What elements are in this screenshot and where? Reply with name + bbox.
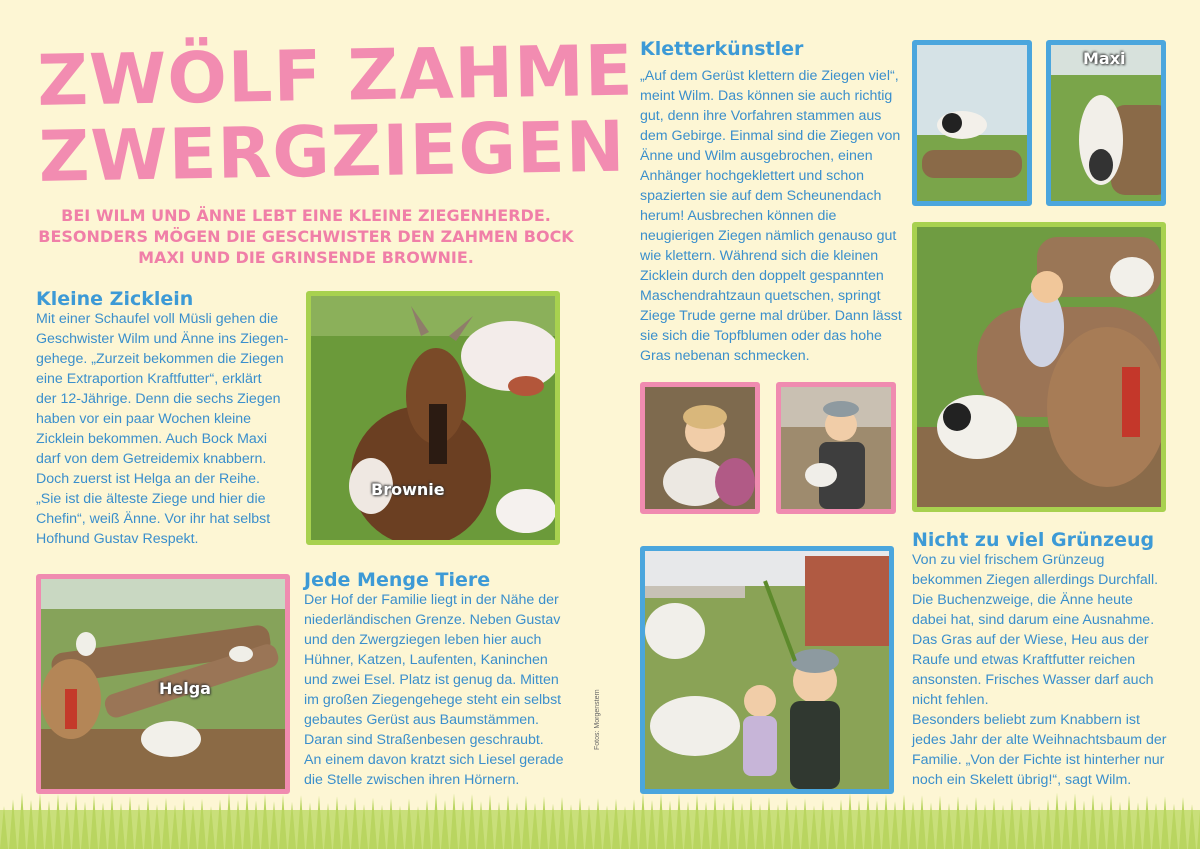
text-line: Maschendrahtzaun quetschen, springt	[640, 288, 881, 304]
text-line: jedes Jahr der alte Weihnachtsbaum der	[912, 732, 1167, 748]
text-line: gebautes Gerüst aus Baumstämmen.	[304, 712, 540, 728]
text-line: Ziege Trude gerne mal drüber. Dann lässt	[640, 308, 902, 324]
text-line: dem Gebirge. Einmal sind die Ziegen von	[640, 128, 901, 144]
photo-brownie-illustration	[311, 296, 555, 540]
text-line: bekommen Ziegen allerdings Durchfall.	[912, 572, 1159, 588]
intro-text: BEI WILM UND ÄNNE LEBT EINE KLEINE ZIEGENHERDE. BESONDERS MÖGEN DIE GESCHWISTER DEN ZAHMEN BOCK MAXI UND DIE GRINSENDE BROWNIE.	[38, 206, 574, 267]
text-line: gehege. „Zurzeit bekommen die Ziegen	[36, 351, 284, 367]
text-line: Zicklein bekommen. Auch Bock Maxi	[36, 431, 268, 447]
text-line: nicht fehlen.	[912, 692, 989, 708]
text-line: An einem davon kratzt sich Liesel gerade	[304, 752, 564, 768]
text-line: darf von dem Getreidemix knabbern.	[36, 451, 267, 467]
heading-kleine-zicklein: Kleine Zicklein	[36, 288, 194, 310]
page-title	[36, 29, 635, 198]
text-line: Von zu viel frischem Grünzeug	[912, 552, 1105, 568]
text-line: Familie. „Von der Fichte ist hinterher nur	[912, 752, 1165, 768]
photo-kids-feeding	[640, 546, 894, 794]
photo-maxi-illustration	[1051, 45, 1161, 201]
text-line: und zwei Esel. Platz ist genug da. Mitten	[304, 672, 559, 688]
text-line: Gras nebenan schmecken.	[640, 348, 810, 364]
photo-helga	[36, 574, 290, 794]
text-line: Hofhund Gustav Respekt.	[36, 531, 199, 547]
photo-goat-on-log-illustration	[917, 45, 1027, 201]
label-helga: Helga	[159, 679, 211, 698]
text-jede-menge-tiere	[304, 590, 584, 790]
text-line: sie sich die Topfblumen oder das hohe	[640, 328, 882, 344]
photo-boy-with-kid-illustration	[781, 387, 891, 509]
text-line: Anhänger hochgeklettert und schon	[640, 168, 865, 184]
text-line: noch ein Skelett übrig!“, sagt Wilm.	[912, 772, 1132, 788]
text-line: herum! Ausbrechen können die	[640, 208, 837, 224]
text-line: „Auf dem Gerüst klettern die Ziegen viel“,	[640, 68, 899, 84]
photo-brownie	[306, 291, 560, 545]
photo-kids-feeding-illustration	[645, 551, 889, 789]
text-line: ansonsten. Frisches Wasser darf auch	[912, 672, 1154, 688]
text-line: Änne und Wilm ausgebrochen, einen	[640, 148, 873, 164]
text-line: Raufe und etwas Kraftfutter reichen	[912, 652, 1136, 668]
text-line: Daran sind Straßenbesen geschraubt.	[304, 732, 544, 748]
text-line: Das Gras auf der Wiese, Heu aus der	[912, 632, 1149, 648]
text-line: dabei hat, sind darum eine Ausnahme.	[912, 612, 1155, 628]
photo-credit: Fotos: Morgenstern	[594, 689, 601, 750]
text-line: Geschwister Wilm und Änne ins Ziegen-	[36, 331, 289, 347]
text-line: wie klettern. Während sich die kleinen	[640, 248, 879, 264]
heading-nicht-zu-viel-gruenzeug: Nicht zu viel Grünzeug	[912, 529, 1155, 551]
title-line-1: ZWÖLF ZAHME	[36, 29, 635, 122]
text-nicht-zu-viel-gruenzeug	[912, 550, 1182, 790]
photo-girl-with-kid	[640, 382, 760, 514]
text-line: meint Wilm. Das können sie auch richtig	[640, 88, 893, 104]
text-line: die Stelle zwischen ihren Hörnern.	[304, 772, 520, 788]
photo-girl-with-kid-illustration	[645, 387, 755, 509]
text-line: Die Buchenzweige, die Änne heute	[912, 592, 1133, 608]
text-kletterkuenstler	[640, 66, 905, 366]
heading-kletterkuenstler: Kletterkünstler	[640, 38, 804, 60]
text-line: haben vor ein paar Wochen kleine	[36, 411, 252, 427]
text-line: Chefin“, weiß Änne. Vor ihr hat selbst	[36, 511, 271, 527]
text-line: der 12-Jährige. Denn die sechs Ziegen	[36, 391, 281, 407]
label-maxi: Maxi	[1083, 49, 1126, 68]
grass-border	[0, 790, 1200, 849]
text-line: niederländischen Grenze. Neben Gustav	[304, 612, 561, 628]
text-line: und den Zwergziegen leben hier auch	[304, 632, 542, 648]
text-line: Doch zuerst ist Helga an der Reihe.	[36, 471, 260, 487]
photo-girl-climbing	[912, 222, 1166, 512]
text-line: „Sie ist die älteste Ziege und hier die	[36, 491, 266, 507]
photo-maxi	[1046, 40, 1166, 206]
text-line: Mit einer Schaufel voll Müsli gehen die	[36, 311, 279, 327]
photo-goat-on-log	[912, 40, 1032, 206]
title-line-2: ZWERGZIEGEN	[37, 105, 626, 198]
text-line: Zicklein durch den doppelt gespannten	[640, 268, 884, 284]
text-line: Der Hof der Familie liegt in der Nähe der	[304, 592, 559, 608]
text-line: eine Extraportion Kraftfutter“, erklärt	[36, 371, 262, 387]
text-line: Besonders beliebt zum Knabbern ist	[912, 712, 1140, 728]
text-line: Hühner, Katzen, Laufenten, Kaninchen	[304, 652, 548, 668]
label-brownie: Brownie	[371, 480, 445, 499]
text-line: neugierigen Ziegen nämlich genauso gut	[640, 228, 897, 244]
photo-girl-climbing-illustration	[917, 227, 1161, 507]
text-line: im großen Ziegengehege steht ein selbst	[304, 692, 562, 708]
text-kleine-zicklein	[36, 309, 301, 549]
photo-boy-with-kid	[776, 382, 896, 514]
heading-jede-menge-tiere: Jede Menge Tiere	[304, 569, 491, 591]
text-line: gut, denn ihre Vorfahren stammen aus	[640, 108, 882, 124]
text-line: spazierten sie auf dem Scheunendach	[640, 188, 882, 204]
